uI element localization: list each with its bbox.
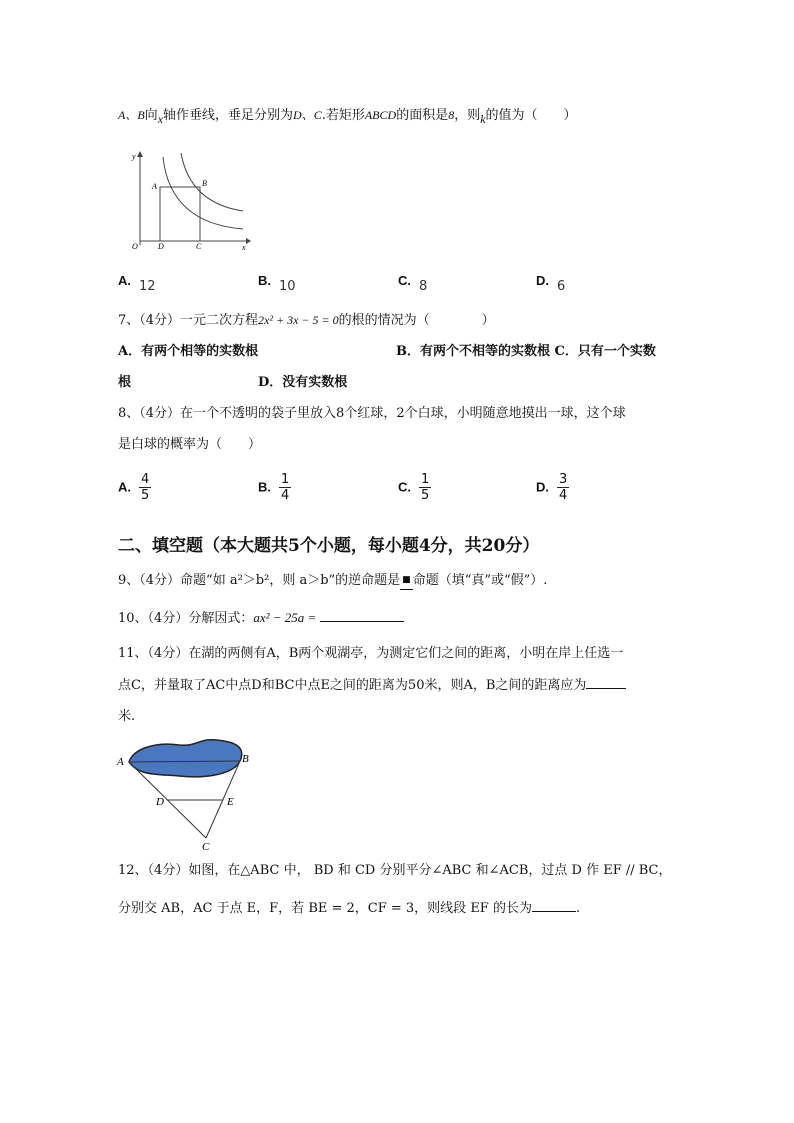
numerator: 1: [421, 472, 430, 487]
q6-option-a: [118, 273, 156, 294]
curve-lower: [163, 157, 243, 229]
q10-expression: ax² − 25a =: [253, 610, 317, 625]
label-c: C: [196, 242, 202, 251]
option-label: C.: [398, 479, 411, 495]
q11-stem-line2: [118, 677, 626, 695]
q10-stem: [118, 609, 404, 628]
fraction: [139, 472, 151, 504]
q11-lake-figure: [114, 732, 259, 852]
option-label: C.: [398, 273, 411, 288]
q7-equation: 2x² + 3x − 5 = 0: [258, 313, 339, 327]
q6-rect-name: ABCD: [364, 108, 397, 122]
label-a: A: [152, 182, 157, 191]
q9-answer-mark: ■: [400, 571, 413, 590]
option-value: 10: [279, 279, 296, 294]
lake-shape: [129, 740, 242, 777]
option-label: B.: [258, 273, 271, 288]
q8-stem-line2: 是白球的概率为（ ）: [118, 437, 262, 452]
q11-stem-line3: 米.: [118, 709, 136, 724]
q6-text: 轴作垂线，垂足分别为: [163, 108, 294, 123]
option-value: 12: [139, 279, 156, 294]
numerator: 4: [141, 472, 150, 487]
label-y: y: [132, 152, 136, 161]
q6-points-dc: D、C: [293, 108, 322, 122]
fraction: [419, 472, 431, 504]
q11-answer-blank[interactable]: [586, 688, 626, 689]
q7-suffix: 的根的情况为（ ）: [338, 313, 495, 328]
q6-hyperbola-figure: [118, 145, 253, 255]
q6-text: 向: [144, 108, 158, 123]
q8-option-a: [118, 472, 151, 504]
option-label: D.: [536, 273, 549, 288]
fraction: [279, 472, 291, 504]
q6-text: ，则: [454, 108, 481, 123]
q6-text: 的面积是: [396, 108, 449, 123]
denominator: 5: [141, 488, 150, 503]
denominator: 5: [421, 488, 430, 503]
numerator: 1: [281, 472, 290, 487]
q6-option-c: [398, 273, 428, 294]
label-e: E: [227, 796, 234, 808]
q6-text: 的值为（ ）: [485, 108, 577, 123]
q8-stem-line1: 8、（4分）在一个不透明的袋子里放入8个红球，2个白球，小明随意地摸出一球，这个球: [118, 406, 626, 421]
label-a: A: [117, 756, 124, 768]
denominator: 4: [559, 488, 568, 503]
q12-text-end: .: [575, 901, 581, 916]
q12-stem-line1: 12、（4分）如图，在△ABC 中， BD 和 CD 分别平分∠ABC 和∠ACB，过点 D 作 EF // BC，: [118, 863, 672, 878]
q6-option-b: [258, 273, 296, 294]
x-axis-arrow: [246, 238, 251, 244]
q9-text: 命题（填“真”或“假”）.: [412, 573, 548, 588]
label-o: O: [132, 242, 138, 251]
label-d: D: [158, 242, 164, 251]
q6-option-d: [536, 273, 566, 294]
curve-upper: [181, 153, 243, 211]
q7-option-c-cont: 根: [118, 375, 132, 390]
y-axis-arrow: [137, 151, 143, 157]
fraction: [557, 472, 569, 504]
q7-option-d: D．没有实数根: [258, 375, 348, 390]
q6-x-var: x: [157, 112, 164, 126]
q7-prefix: 7、（4分）一元二次方程: [118, 313, 259, 328]
q9-text: 9、（4分）命题“如 a²＞b²，则 a＞b”的逆命题是: [118, 573, 401, 588]
q8-option-c: [398, 472, 431, 504]
q12-answer-blank[interactable]: [532, 911, 576, 912]
option-label: B.: [258, 479, 271, 495]
label-x: x: [242, 243, 246, 252]
q8-option-b: [258, 472, 291, 504]
q7-stem: [118, 311, 495, 330]
label-b: B: [202, 179, 207, 188]
denominator: 4: [281, 488, 290, 503]
label-b: B: [242, 753, 249, 765]
option-label: A.: [118, 479, 131, 495]
option-label: A.: [118, 273, 131, 288]
q7-option-a: A．有两个相等的实数根: [118, 344, 259, 359]
q8-option-d: [536, 472, 569, 504]
label-c: C: [202, 841, 210, 852]
label-d: D: [156, 796, 164, 808]
q6-text: .若矩形: [321, 108, 365, 123]
option-value: 6: [557, 279, 566, 294]
q6-area-value: 8: [448, 108, 455, 122]
q11-stem-line1: 11、（4分）在湖的两侧有A，B两个观湖亭，为测定它们之间的距离，小明在岸上任选一: [118, 646, 624, 661]
q7-option-bc: B．有两个不相等的实数根 C．只有一个实数: [396, 344, 656, 359]
q6-stem: [118, 106, 577, 125]
q6-k-var: k: [480, 112, 486, 126]
section-heading: 二、填空题（本大题共5个小题，每小题4分，共20分）: [118, 536, 540, 556]
q11-text: 点C，并量取了AC中点D和BC中点E之间的距离为50米，则A，B之间的距离应为: [118, 678, 587, 693]
option-label: D.: [536, 479, 549, 495]
q10-prefix: 10、（4分）分解因式：: [118, 611, 254, 626]
q12-text: 分别交 AB，AC 于点 E，F，若 BE = 2，CF = 3，则线段 EF 的长为: [118, 901, 532, 916]
q10-answer-blank[interactable]: [320, 621, 404, 622]
option-value: 8: [419, 279, 428, 294]
numerator: 3: [559, 472, 568, 487]
q12-stem-line2: [118, 900, 580, 918]
q6-points-ab: A、B: [118, 108, 145, 122]
q9-stem: [118, 571, 547, 590]
